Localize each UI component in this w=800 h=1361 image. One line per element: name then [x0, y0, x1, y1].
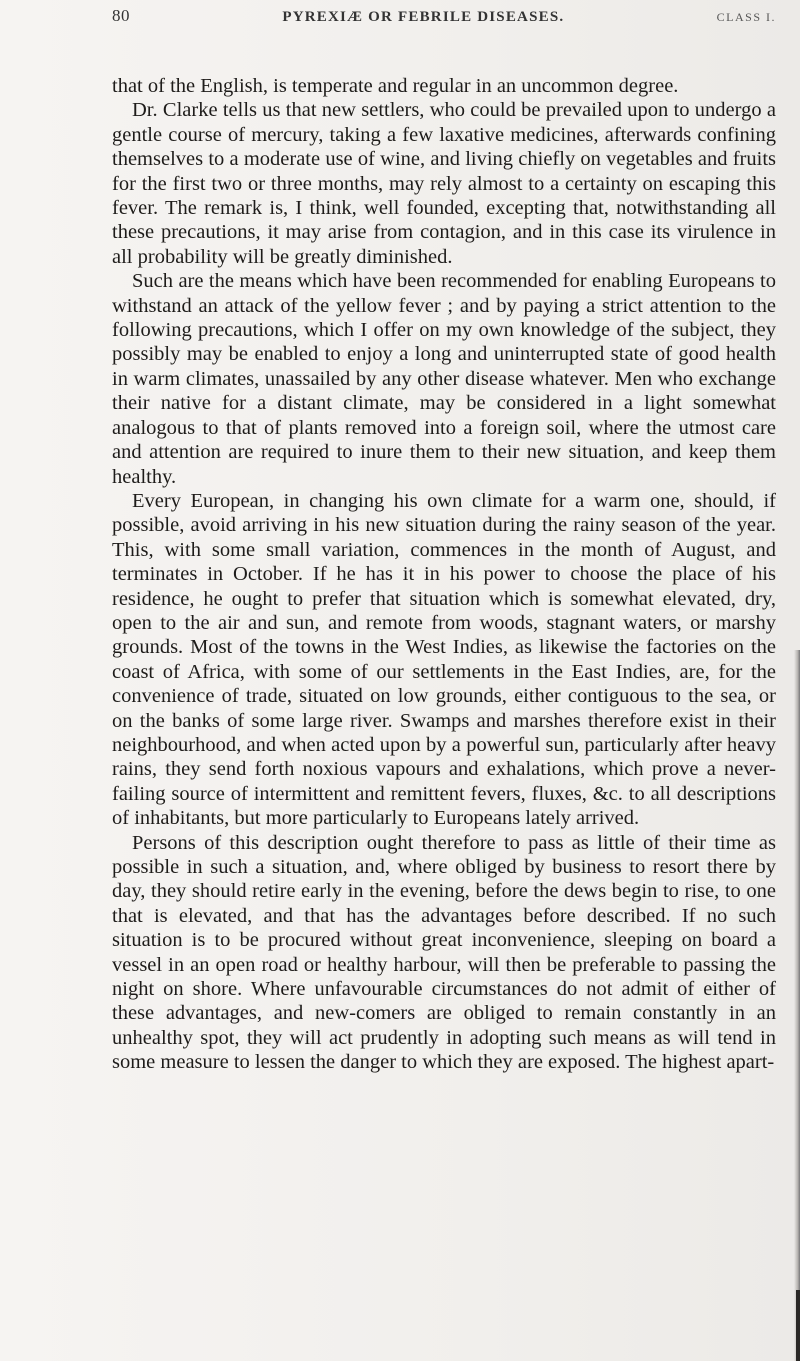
paragraph: Dr. Clarke tells us that new settlers, who could be prevailed upon to undergo a gentle course of mercury, taking a few laxative medicines, afterwards confining themselves to a moderate use of wine, and living chiefly on vegetables and fruits for the first two or three months, may rely almost to a certainty on escaping this fever. The remark is, I think, well founded, excepting that, notwithstanding all these precautions, it may arise from contagion, and in this case its virulence in all probability will be greatly diminished.: [112, 99, 776, 268]
page-number: 80: [112, 6, 130, 25]
paragraph: that of the English, is temperate and regular in an uncommon degree.: [112, 75, 679, 97]
paragraph: Persons of this description ought therefore to pass as little of their time as possible in such a situation, and, where obliged by business to resort there by day, they should retire early in the evening, before the dews begin to rise, to one that is elevated, and that has the advantages before described. If no such situation is to be procured without great inconvenience, sleeping on board a vessel in an open road or healthy harbour, will then be preferable to passing the night on shore. Where unfavourable circumstances do not admit of either of these advantages, and new-comers are obliged to remain constantly in an unhealthy spot, they will act prudently in adopting such means as will tend in some measure to lessen the danger to which they are exposed. The highest apart-: [112, 831, 776, 1074]
paragraph: Every European, in changing his own climate for a warm one, should, if possible, avoid arriving in his new situation during the rainy season of the year. This, with some small variation, commences in the month of August, and terminates in October. If he has it in his power to choose the place of his residence, he ought to prefer that situation which is somewhat elevated, dry, open to the air and sun, and remote from woods, stagnant waters, or marshy grounds. Most of the towns in the West Indies, as likewise the factories on the coast of Africa, with some of our settlements in the East Indies, are, for the convenience of trade, situated on low grounds, either contiguous to the sea, or on the banks of some large river. Swamps and marshes therefore exist in their neighbourhood, and when acted upon by a powerful sun, particularly after heavy rains, they send forth noxious vapours and exhalations, which prove a never-failing source of intermittent and remittent fevers, fluxes, &c. to all descriptions of inhabitants, but more particularly to Europeans lately arrived.: [112, 489, 776, 830]
page-edge-binding: [796, 1290, 800, 1361]
page-edge-shadow: [794, 650, 800, 1361]
paragraph: Such are the means which have been recommended for enabling Europeans to withstand an attack of the yellow fever ; and by paying a strict attention to the following precautions, which I offer on my own knowledge of the subject, they possibly may be enabled to enjoy a long and uninterrupted state of good health in warm climates, unassailed by any other disease whatever. Men who exchange their native for a distant climate, may be considered in a light somewhat analogous to that of plants removed into a foreign soil, where the utmost care and attention are required to inure them to their new situation, and keep them healthy.: [112, 270, 776, 488]
running-title: PYREXIÆ OR FEBRILE DISEASES.: [282, 9, 565, 25]
class-mark: CLASS I.: [716, 10, 776, 24]
body-text: [112, 74, 776, 1075]
running-head: [112, 6, 776, 36]
